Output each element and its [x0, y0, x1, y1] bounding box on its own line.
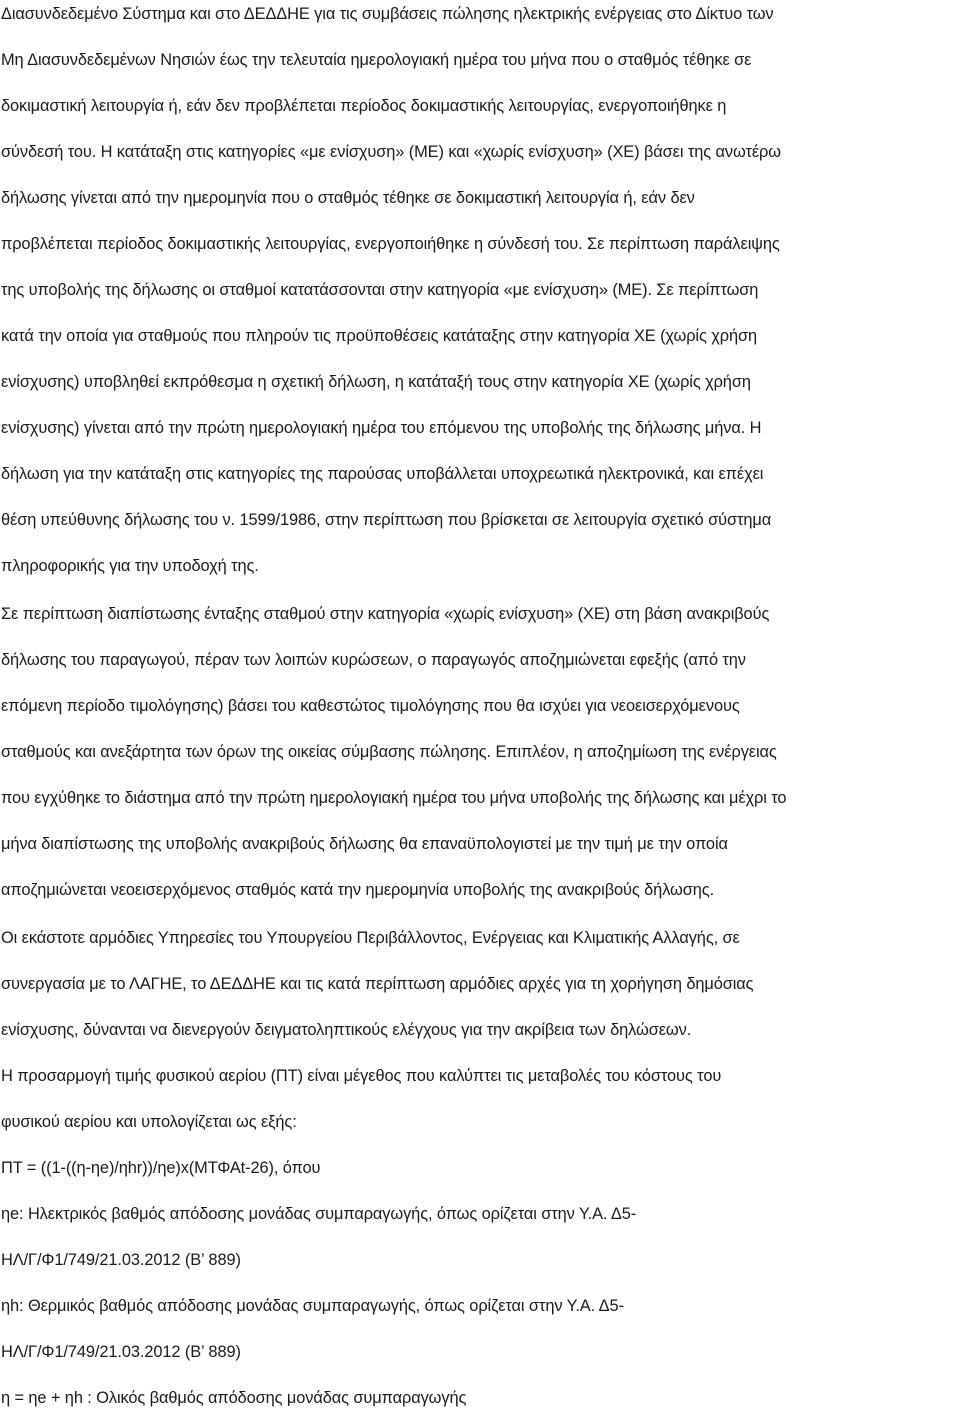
text-line: της υποβολής της δήλωσης οι σταθμοί κατατάσσονται στην κατηγορία «με ενίσχυση» (ΜΕ). Σε περίπτωση — [1, 281, 759, 299]
text-line: σύνδεσή του. Η κατάταξη στις κατηγορίες «με ενίσχυση» (ΜΕ) και «χωρίς ενίσχυση» (ΧΕ) βάσει της ανωτέρω — [1, 143, 781, 161]
text-line: ενίσχυσης, δύνανται να διενεργούν δειγματοληπτικούς ελέγχους για την ακρίβεια των δηλώσεων. — [1, 1021, 692, 1039]
text-line: Μη Διασυνδεδεμένων Νησιών έως την τελευταία ημερολογιακή ημέρα του μήνα που ο σταθμός τέθηκε σε — [1, 51, 752, 69]
text-line: η = ηe + ηh : Ολικός βαθμός απόδοσης μονάδας συμπαραγωγής — [1, 1389, 467, 1407]
text-line: αποζημιώνεται νεοεισερχόμενος σταθμός κατά την ημερομηνία υποβολής της ανακριβούς δήλωσης. — [1, 881, 715, 899]
text-line: δοκιμαστική λειτουργία ή, εάν δεν προβλέπεται περίοδος δοκιμαστικής λειτουργίας, ενεργοποιήθηκε η — [1, 97, 727, 115]
text-line: Οι εκάστοτε αρμόδιες Υπηρεσίες του Υπουργείου Περιβάλλοντος, Ενέργειας και Κλιματικής Αλλαγής, σε — [1, 929, 740, 947]
text-line: κατά την οποία για σταθμούς που πληρούν τις προϋποθέσεις κατάταξης στην κατηγορία ΧΕ (χωρίς χρήση — [1, 327, 757, 345]
text-line: Η προσαρμογή τιμής φυσικού αερίου (ΠΤ) είναι μέγεθος που καλύπτει τις μεταβολές του κόστους του — [1, 1067, 722, 1085]
text-line: επόμενη περίοδο τιμολόγησης) βάσει του καθεστώτος τιμολόγησης που θα ισχύει για νεοεισερχόμενους — [1, 697, 740, 715]
text-line: σταθμούς και ανεξάρτητα των όρων της οικείας σύμβασης πώλησης. Επιπλέον, η αποζημίωση της ενέργειας — [1, 743, 777, 761]
text-line: ηh: Θερμικός βαθμός απόδοσης μονάδας συμπαραγωγής, όπως ορίζεται στην Υ.Α. Δ5- — [1, 1297, 624, 1315]
text-line: ηe: Ηλεκτρικός βαθμός απόδοσης μονάδας συμπαραγωγής, όπως ορίζεται στην Υ.Α. Δ5- — [1, 1205, 637, 1223]
text-line: ΗΛ/Γ/Φ1/749/21.03.2012 (Β’ 889) — [1, 1251, 241, 1269]
text-line: ενίσχυσης) γίνεται από την πρώτη ημερολογιακή ημέρα του επόμενου της υποβολής της δήλωσης μήνα. Η — [1, 419, 762, 437]
text-line: Σε περίπτωση διαπίστωσης ένταξης σταθμού στην κατηγορία «χωρίς ενίσχυση» (ΧΕ) στη βάση ανακριβούς — [1, 605, 770, 623]
text-line: πληροφορικής για την υποδοχή της. — [1, 557, 259, 575]
text-line: που εγχύθηκε το διάστημα από την πρώτη ημερολογιακή ημέρα του μήνα υποβολής της δήλωσης και μέχρι το — [1, 789, 787, 807]
text-line: ΗΛ/Γ/Φ1/749/21.03.2012 (Β’ 889) — [1, 1343, 241, 1361]
text-line: Διασυνδεδεμένο Σύστημα και στο ΔΕΔΔΗΕ για τις συμβάσεις πώλησης ηλεκτρικής ενέργειας στο Δίκτυο των — [1, 5, 774, 23]
text-line: προβλέπεται περίοδος δοκιμαστικής λειτουργίας, ενεργοποιήθηκε η σύνδεσή του. Σε περίπτωση παράλειψης — [1, 235, 780, 253]
text-line: μήνα διαπίστωσης της υποβολής ανακριβούς δήλωσης θα επαναϋπολογιστεί με την τιμή με την οποία — [1, 835, 728, 853]
formula-line: ΠΤ = ((1-((η-ηe)/ηhr))/ηe)x(ΜΤΦΑt-26), όπου — [1, 1159, 321, 1177]
text-line: δήλωσης γίνεται από την ημερομηνία που ο σταθμός τέθηκε σε δοκιμαστική λειτουργία ή, εάν δεν — [1, 189, 695, 207]
text-line: συνεργασία με το ΛΑΓΗΕ, το ΔΕΔΔΗΕ και τις κατά περίπτωση αρμόδιες αρχές για τη χορήγηση δημόσιας — [1, 975, 754, 993]
text-line: φυσικού αερίου και υπολογίζεται ως εξής: — [1, 1113, 297, 1131]
text-line: θέση υπεύθυνης δήλωσης του ν. 1599/1986, στην περίπτωση που βρίσκεται σε λειτουργία σχετικό σύστημα — [1, 511, 772, 529]
text-line: δήλωση για την κατάταξη στις κατηγορίες της παρούσας υποβάλλεται υποχρεωτικά ηλεκτρονικά, και επέχει — [1, 465, 764, 483]
text-line: ενίσχυσης) υποβληθεί εκπρόθεσμα η σχετική δήλωση, η κατάταξή τους στην κατηγορία ΧΕ (χωρίς χρήση — [1, 373, 751, 391]
text-line: δήλωσης του παραγωγού, πέραν των λοιπών κυρώσεων, ο παραγωγός αποζημιώνεται εφεξής (από την — [1, 651, 746, 669]
